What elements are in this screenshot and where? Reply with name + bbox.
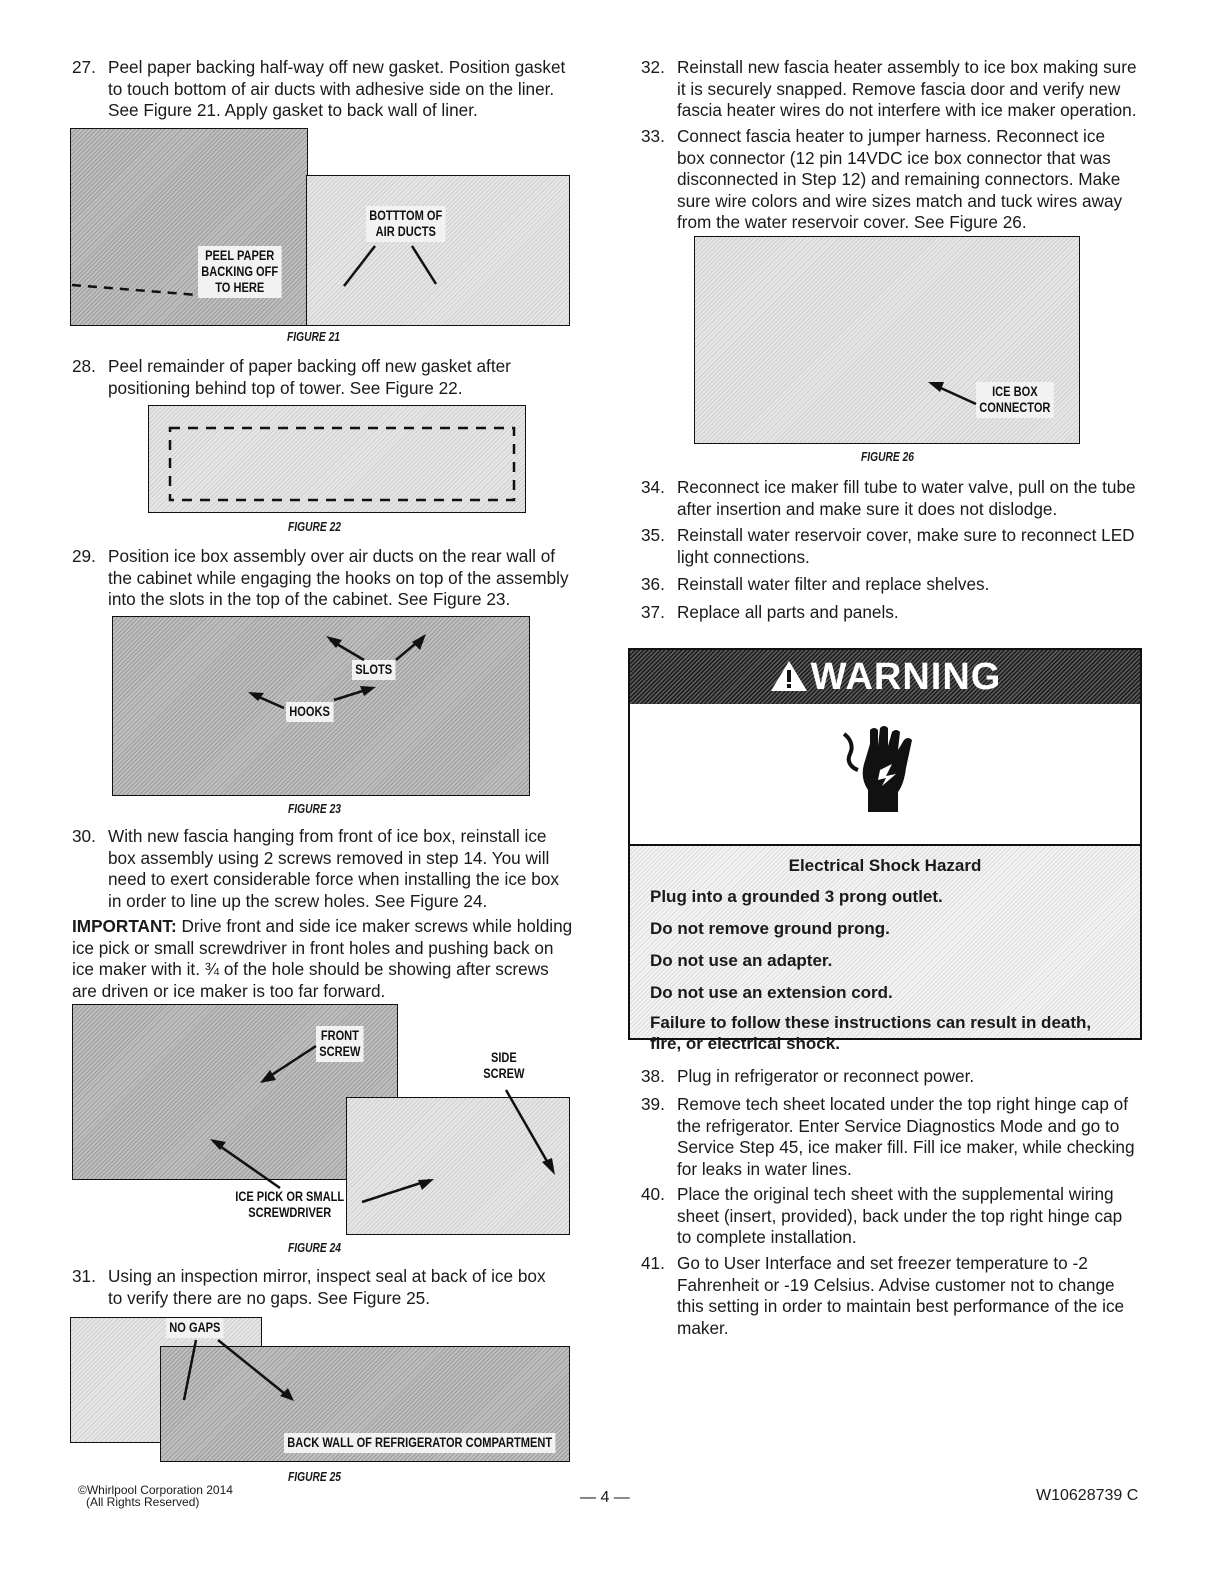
step-number: 29. [72, 546, 96, 566]
step-line: Connect fascia heater to jumper harness. Reconnect ice [677, 126, 1106, 146]
step-line: to complete installation. [677, 1227, 857, 1247]
step-line: maker. [677, 1317, 729, 1338]
step-line: Reinstall water filter and replace shelves. [677, 574, 990, 594]
step-number: 41. [641, 1253, 665, 1273]
warning-line: Do not use an extension cord. [650, 983, 893, 1002]
warning-box [628, 648, 1142, 1053]
step-line: this setting in order to maintain best performance of the ice [677, 1296, 1125, 1316]
step-line: Reconnect ice maker fill tube to water valve, pull on the tube [677, 477, 1136, 497]
figure-21-photo-right [306, 175, 570, 326]
figure-21-label-peel-paper: PEEL PAPER BACKING OFF TO HERE [198, 246, 281, 298]
step-number: 37. [641, 602, 665, 622]
step-line: With new fascia hanging from front of ice box, reinstall ice [108, 826, 547, 846]
step-number: 35. [641, 525, 665, 545]
step-line: Using an inspection mirror, inspect seal at back of ice box [108, 1266, 546, 1286]
step-line: Place the original tech sheet with the supplemental wiring [677, 1184, 1114, 1204]
step-number: 31. [72, 1266, 96, 1286]
warning-line: Failure to follow these instructions can result in death, [650, 1013, 1092, 1032]
important-note: IMPORTANT: Drive front and side ice maker screws while holding ice pick or small screwdriver in front holes and pushing back on ice maker with it. ¾ of the hole should be showing after screws are driven or ice maker is too far forward. [72, 916, 582, 1002]
important-line: ice maker with it. ¾ of the hole should be showing after screws [72, 959, 549, 979]
figure-21-caption: FIGURE 21 [287, 330, 340, 344]
warning-title: Electrical Shock Hazard [788, 856, 982, 875]
step-number: 33. [641, 126, 665, 146]
step-number: 40. [641, 1184, 665, 1204]
step-number: 32. [641, 57, 665, 77]
important-label: IMPORTANT: [72, 916, 177, 936]
figure-26-label-ice-box-connector: ICE BOX CONNECTOR [976, 382, 1054, 418]
important-line: ice pick or small screwdriver in front holes and pushing back on [72, 937, 554, 958]
step-line: sheet (insert, provided), back under the top right hinge cap [677, 1205, 1123, 1226]
step-line: sure wire colors and wire sizes match and tuck wires away [677, 190, 1123, 211]
warning-body [630, 846, 1140, 1053]
step-line: Go to User Interface and set freezer temperature to -2 [677, 1253, 1088, 1273]
figure-25-label-no-gaps: NO GAPS [166, 1318, 224, 1338]
figure-24-label-ice-pick: ICE PICK OR SMALL SCREWDRIVER [235, 1189, 345, 1220]
step-line: to verify there are no gaps. See Figure 25. [108, 1287, 430, 1308]
warning-line: Plug into a grounded 3 prong outlet. [650, 887, 943, 906]
electrical-shock-hand-icon [840, 724, 920, 824]
step-number: 27. [72, 57, 96, 77]
step-line: the cabinet while engaging the hooks on top of the assembly [108, 567, 569, 588]
warning-line: fire, or electrical shock. [650, 1034, 840, 1053]
step-number: 28. [72, 356, 96, 376]
step-line: Service Step 45, ice maker fill. Fill ice maker, while checking [677, 1137, 1135, 1157]
step-line: See Figure 21. Apply gasket to back wall of liner. [108, 100, 478, 120]
step-line: Replace all parts and panels. [677, 602, 899, 622]
step-line: Position ice box assembly over air ducts on the rear wall of [108, 546, 556, 566]
figure-21-label-bottom-of-air-ducts: BOTTTOM OF AIR DUCTS [366, 206, 446, 242]
step-line: Peel remainder of paper backing off new gasket after [108, 356, 511, 376]
warning-triangle-icon [769, 659, 809, 693]
step-line: after insertion and make sure it does not dislodge. [677, 498, 1058, 519]
step-number: 38. [641, 1066, 665, 1086]
step-line: need to exert considerable force when installing the ice box [108, 869, 559, 889]
document-id: W10628739 C [1036, 1487, 1139, 1504]
warning-line: Do not remove ground prong. [650, 919, 890, 938]
step-line: fascia heater wires do not interfere with ice maker operation. [677, 100, 1137, 120]
step-line: disconnected in Step 12) and remaining connectors. Make [677, 169, 1121, 189]
figure-25-label-back-wall: BACK WALL OF REFRIGERATOR COMPARTMENT [284, 1433, 555, 1453]
step-line: box assembly using 2 screws removed in step 14. You will [108, 847, 550, 868]
step-line: it is securely snapped. Remove fascia door and verify new [677, 78, 1121, 99]
step-line: box connector (12 pin 14VDC ice box connector that was [677, 147, 1111, 168]
figure-24-label-side-screw: SIDE SCREW [483, 1050, 525, 1081]
figure-22-caption: FIGURE 22 [288, 520, 341, 534]
figure-23-label-slots: SLOTS [352, 660, 395, 680]
step-number: 30. [72, 826, 96, 846]
figure-23-caption: FIGURE 23 [288, 802, 341, 816]
figure-24-label-front-screw: FRONT SCREW [316, 1026, 364, 1062]
figure-24-caption: FIGURE 24 [288, 1241, 341, 1255]
step-line: for leaks in water lines. [677, 1158, 852, 1179]
figure-26-caption: FIGURE 26 [861, 450, 914, 464]
step-line: the refrigerator. Enter Service Diagnostics Mode and go to [677, 1115, 1120, 1136]
step-number: 36. [641, 574, 665, 594]
step-line: Remove tech sheet located under the top right hinge cap of [677, 1094, 1128, 1114]
figure-23-label-hooks: HOOKS [286, 702, 333, 722]
step-line: to touch bottom of air ducts with adhesive side on the liner. [108, 78, 555, 99]
warning-image-area [630, 704, 1140, 846]
warning-header [630, 650, 1140, 704]
figure-22-photo [148, 405, 526, 513]
figure-25-caption: FIGURE 25 [288, 1470, 341, 1484]
step-line: from the water reservoir cover. See Figure 26. [677, 212, 1027, 232]
warning-heading: WARNING [810, 656, 1002, 698]
footer-copyright: ©Whirlpool Corporation 2014 (All Rights Reserved) [78, 1483, 233, 1509]
warning-line: Do not use an adapter. [650, 951, 833, 970]
step-line: Peel paper backing half-way off new gasket. Position gasket [108, 57, 566, 77]
figure-24-photo-right [346, 1097, 570, 1235]
step-number: 39. [641, 1094, 665, 1114]
page-number: — 4 — [580, 1489, 630, 1506]
step-line: Fahrenheit or -19 Celsius. Advise customer not to change [677, 1274, 1115, 1295]
step-line: Reinstall water reservoir cover, make sure to reconnect LED [677, 525, 1135, 545]
important-line: are driven or ice maker is too far forward. [72, 980, 386, 1001]
step-line: Plug in refrigerator or reconnect power. [677, 1066, 975, 1086]
step-line: in order to line up the screw holes. See Figure 24. [108, 890, 488, 911]
step-number: 34. [641, 477, 665, 497]
step-line: Reinstall new fascia heater assembly to ice box making sure [677, 57, 1137, 77]
step-line: light connections. [677, 546, 810, 567]
step-line: into the slots in the top of the cabinet. See Figure 23. [108, 589, 511, 609]
step-line: positioning behind top of tower. See Figure 22. [108, 377, 463, 398]
